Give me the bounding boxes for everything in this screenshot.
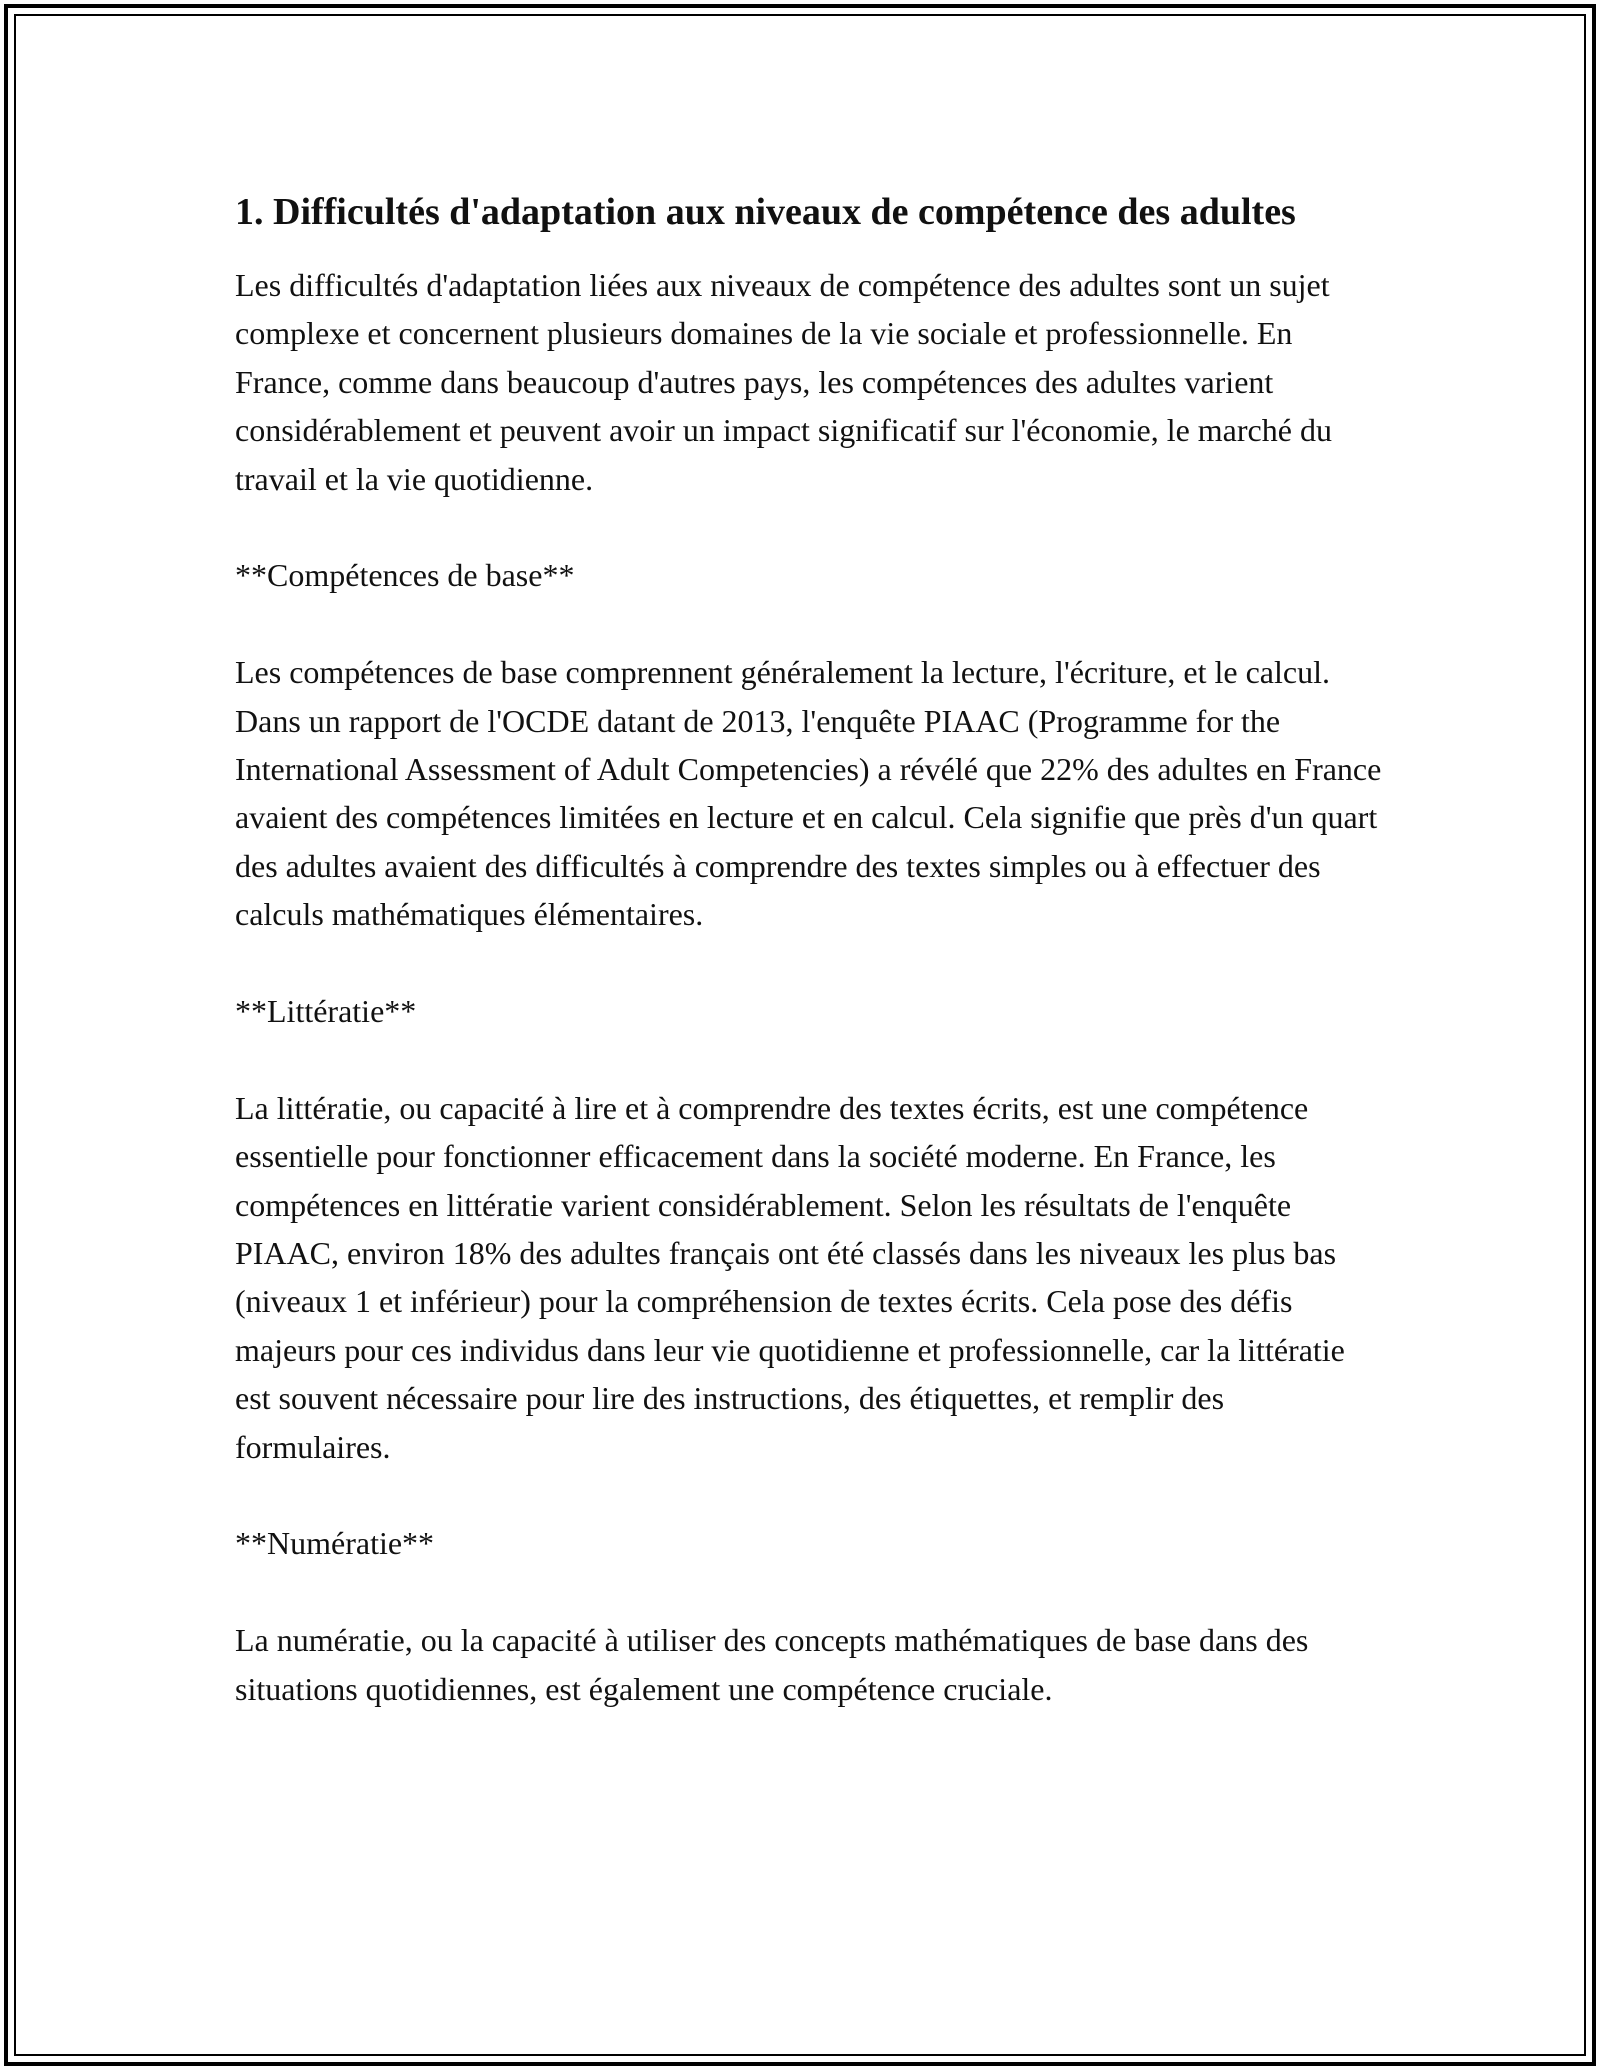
section-heading-numeracy: **Numératie** xyxy=(235,1525,435,1562)
page-title: 1. Difficultés d'adaptation aux niveaux de compétence des adultes xyxy=(235,191,1296,233)
intro-paragraph: Les difficultés d'adaptation liées aux niveaux de compétence des adultes sont un sujet complexe et concernent plusieurs domaines de la vie sociale et professionnelle. En France, comme dans beaucoup d'autres pays, les compétences des adultes varient considérablement et peuvent avoir un impact significatif sur l'économie, le marché du travail et la vie quotidienne. xyxy=(235,267,1332,497)
section-heading-basic-skills: **Compétences de base** xyxy=(235,557,575,594)
section-body-basic-skills: Les compétences de base comprennent généralement la lecture, l'écriture, et le calcul. Dans un rapport de l'OCDE datant de 2013, l'enquête PIAAC (Programme for the International Assessment of Adult Competencies) a révélé que 22% des adultes en France avaient des compétences limitées en lecture et en calcul. Cela signifie que près d'un quart des adultes avaient des difficultés à comprendre des textes simples ou à effectuer des calculs mathématiques élémentaires. xyxy=(235,654,1382,933)
section-body-numeracy: La numératie, ou la capacité à utiliser des concepts mathématiques de base dans des situations quotidiennes, est également une compétence cruciale. xyxy=(235,1622,1309,1707)
section-body-literacy: La littératie, ou capacité à lire et à comprendre des textes écrits, est une compétence essentielle pour fonctionner efficacement dans la société moderne. En France, les compétences en littératie varient considérablement. Selon les résultats de l'enquête PIAAC, environ 18% des adultes français ont été classés dans les niveaux les plus bas (niveaux 1 et inférieur) pour la compréhension de textes écrits. Cela pose des défis majeurs pour ces individus dans leur vie quotidienne et professionnelle, car la littératie est souvent nécessaire pour lire des instructions, des étiquettes, et remplir des formulaires. xyxy=(235,1089,1345,1465)
document-page xyxy=(235,185,1385,1713)
section-heading-literacy: **Littératie** xyxy=(235,993,417,1030)
